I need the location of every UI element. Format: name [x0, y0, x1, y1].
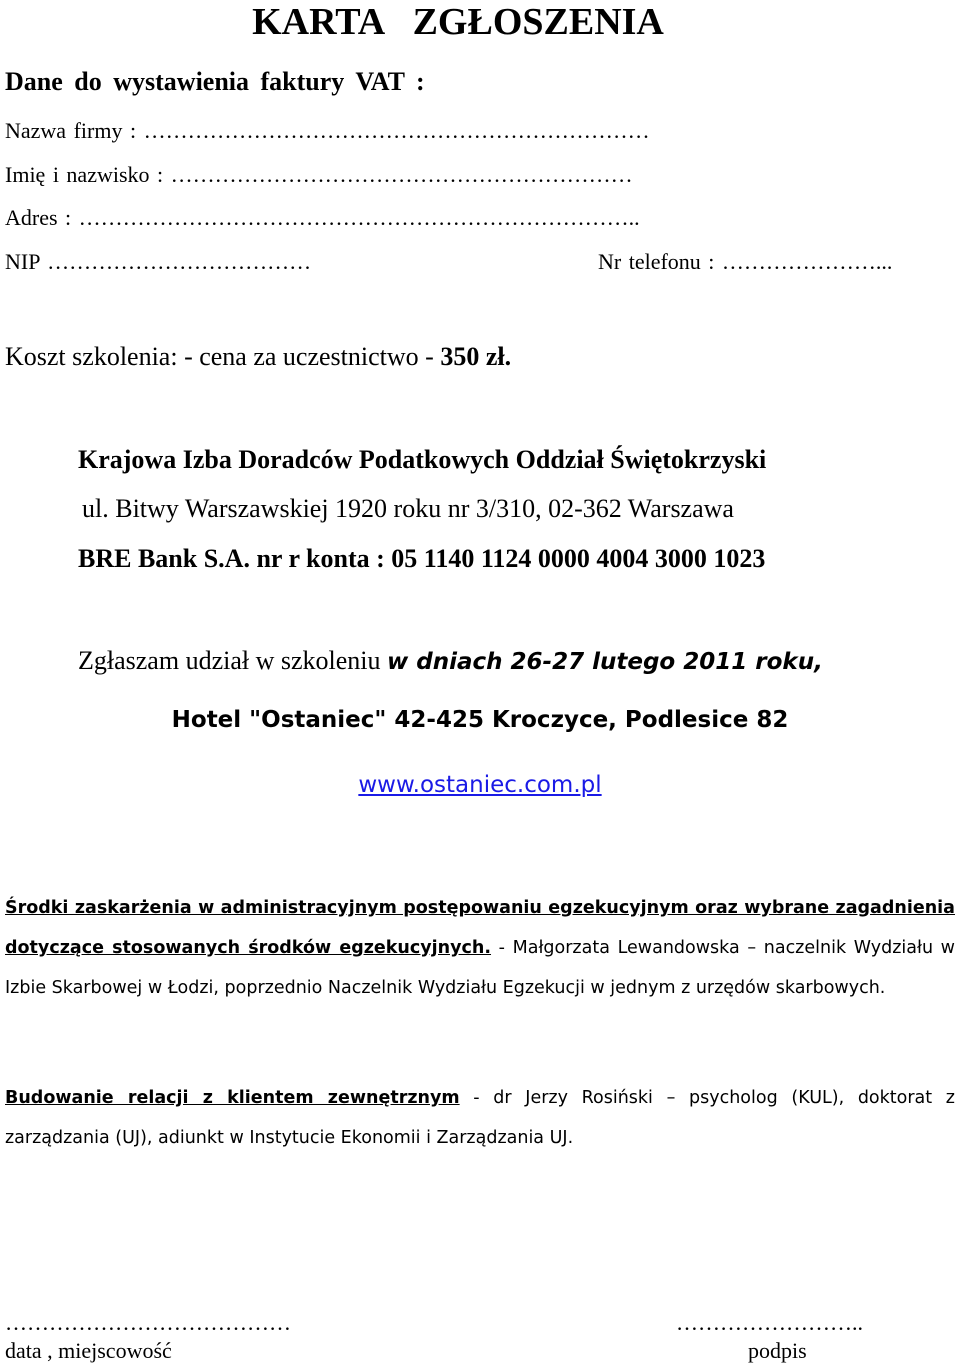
registration-dates: w dniach 26-27 lutego 2011 roku,: [387, 649, 823, 675]
company-label: Nazwa firmy :: [5, 118, 137, 143]
nip-field[interactable]: [5, 249, 311, 275]
signature-dots: ……………………..: [676, 1310, 863, 1335]
topic-1-description: - Małgorzata Lewandowska – naczelnik Wydziału w Izbie Skarbowej w Łodzi, poprzednio Naczelnik Wydziału Egzekucji w jednym z urzędów skarbowych.: [5, 938, 955, 998]
topic-1: [5, 888, 955, 1008]
address-dots: …………………………………………………………………..: [78, 205, 640, 230]
name-dots: ………………………………………………………: [170, 162, 633, 187]
nip-dots: ………………………………: [47, 249, 312, 274]
topic-1-title: Środki zaskarżenia w administracyjnym postępowaniu egzekucyjnym oraz wybrane zagadnienia dotyczące stosowanych środków egzekucyjnych.: [5, 898, 955, 958]
date-place-label: data , miejscowość: [5, 1338, 172, 1363]
address-label: Adres :: [5, 205, 72, 230]
page-title: KARTA ZGŁOSZENIA: [252, 1, 664, 43]
address-field[interactable]: [5, 205, 640, 231]
hotel-address: Hotel "Ostaniec" 42-425 Kroczyce, Podlesice 82: [171, 707, 789, 733]
organization-name: Krajowa Izba Doradców Podatkowych Oddział Świętokrzyski: [78, 445, 767, 474]
phone-dots: …………………...: [721, 249, 893, 274]
invoice-heading: Dane do wystawienia faktury VAT :: [5, 67, 425, 96]
cost-amount: 350 zł.: [440, 342, 512, 371]
website-link[interactable]: www.ostaniec.com.pl: [358, 772, 602, 798]
registration-line: [78, 646, 823, 676]
nip-label: NIP: [5, 249, 40, 274]
topic-2-description: - dr Jerzy Rosiński – psycholog (KUL), doktorat z zarządzania (UJ), adiunkt w Instytucie Ekonomii i Zarządzania UJ.: [5, 1088, 955, 1148]
phone-field[interactable]: [598, 249, 892, 275]
bank-account: BRE Bank S.A. nr r konta : 05 1140 1124 0000 4004 3000 1023: [78, 544, 766, 573]
registration-text: Zgłaszam udział w szkoleniu: [78, 646, 388, 675]
phone-label: Nr telefonu :: [598, 249, 715, 274]
topic-2-title: Budowanie relacji z klientem zewnętrznym: [5, 1088, 460, 1108]
cost-text: Koszt szkolenia: - cena za uczestnictwo -: [5, 342, 441, 371]
organization-address: ul. Bitwy Warszawskiej 1920 roku nr 3/310, 02-362 Warszawa: [82, 494, 734, 523]
name-field[interactable]: [5, 162, 633, 188]
date-place-dots: …………………………………: [5, 1310, 291, 1335]
company-field[interactable]: [5, 118, 650, 144]
name-label: Imię i nazwisko :: [5, 162, 164, 187]
company-dots: ……………………………………………………………: [143, 118, 650, 143]
topic-2: [5, 1078, 955, 1158]
website-line: [0, 772, 960, 798]
signature-label: podpis: [748, 1338, 807, 1363]
cost-line: [5, 342, 511, 372]
